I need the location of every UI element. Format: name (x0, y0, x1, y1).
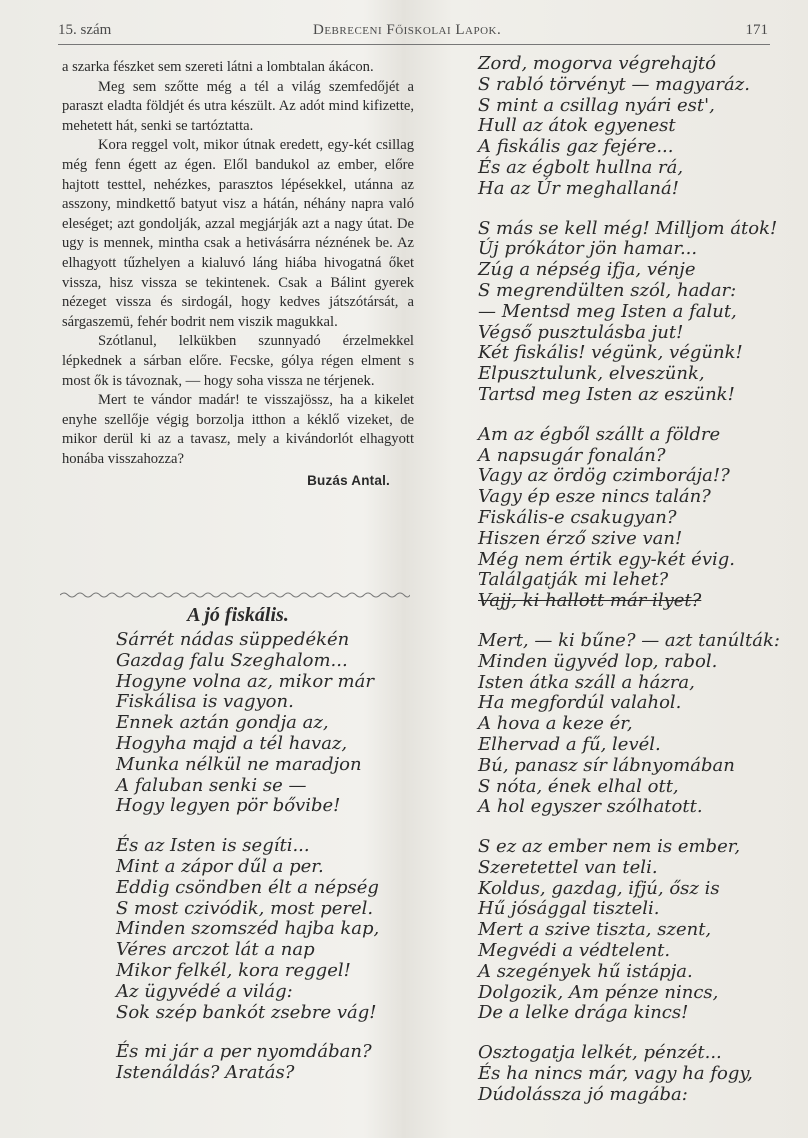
poem-line: Isten átka száll a házra, (478, 671, 695, 693)
section-divider (60, 590, 410, 600)
poem-line: És az Isten is segíti... (116, 835, 310, 857)
poem-line: Minden szomszéd hajba kap, (116, 918, 380, 940)
prose-paragraph: Meg sem szőtte még a tél a világ szemfedőjét a paraszt eladta földjét és utra készült. Az adót mind kifizette, mehetett hát, senki se tartóztatta. (62, 78, 414, 134)
poem-line-struck: Vajj, ki hallott már ilyet? (478, 590, 702, 612)
poem-line: Hiszen érző szive van! (478, 527, 683, 549)
poem-line: És az égbolt hullna rá, (478, 156, 684, 178)
poem-line: Ennek aztán gondja az, (116, 712, 329, 734)
poem-line: S más se kell még! Milljom átok! (478, 217, 778, 239)
poem-line: Zord, mogorva végrehajtó (478, 53, 716, 74)
poem-line: Sok szép bankót zsebre vág! (116, 1001, 377, 1023)
issue-number: 15. szám (58, 22, 112, 38)
poem-title: A jó fiskális. (187, 604, 289, 626)
poem-line: S rabló törvényt — magyaráz. (478, 73, 750, 95)
poem-left-column (116, 630, 416, 1084)
poem-line: Szeretettel van teli. (478, 856, 658, 878)
poem-line: A szegények hű istápja. (478, 960, 693, 982)
poem-line: Sárrét nádas süppedékén (116, 629, 350, 650)
poem-line: Elhervad a fű, levél. (478, 733, 661, 755)
poem-line: Véres arczot lát a nap (116, 939, 315, 961)
prose-paragraph: Mert te vándor madár! te visszajössz, ha a kikelet enyhe szellője végig borzolja itthon a kéklő vizeket, de mikor derül ki az a tavasz, mely a kivándorlót elhagyott honába visszahozza? (62, 392, 414, 467)
poem-line: A hol egyszer szólhatott. (478, 796, 703, 818)
poem-line: Hull az átok egyenest (478, 115, 676, 137)
poem-line: Vagy ép esze nincs talán? (478, 486, 711, 508)
poem-line: Fiskálisa is vagyon. (116, 691, 294, 713)
poem-line: A napsugár fonalán? (478, 444, 666, 466)
poem-line: Új prókátor jön hamar... (478, 238, 698, 260)
poem-line: Két fiskális! végünk, végünk! (478, 342, 743, 364)
poem-line: Vagy az ördög czimborája!? (478, 465, 730, 487)
poem-line: Minden ügyvéd lop, rabol. (478, 650, 718, 672)
poem-line: Mert a szive tiszta, szent, (478, 919, 712, 941)
poem-line: Megvédi a védtelent. (478, 940, 671, 962)
poem-line: S ez az ember nem is ember, (478, 836, 741, 858)
poem-line: Osztogatja lelkét, pénzét... (478, 1042, 722, 1064)
prose-paragraph: Szótlanul, lelkükben szunnyadó érzelmekkel lépkednek a sárban előre. Fecske, gólya régen elment s most ők is távoznak, — hogy soha vissza ne térjenek. (62, 333, 414, 389)
page-header (58, 22, 768, 46)
poem-line: Ha megfordúl valahol. (478, 692, 682, 714)
journal-title: Debreceni Főiskolai Lapok. (313, 22, 502, 38)
poem-line: Tartsd meg Isten az eszünk! (478, 383, 735, 405)
poem-line: Az ügyvédé a világ: (116, 980, 293, 1002)
poem-line: S most czivódik, most perel. (116, 897, 374, 919)
poem-line: A faluban senki se — (116, 774, 307, 796)
poem-line: Eddig csöndben élt a népség (116, 876, 379, 898)
page-number: 171 (745, 22, 768, 38)
prose-column (62, 58, 414, 491)
poem-line: S nóta, ének elhal ott, (478, 775, 679, 797)
poem-right-column (478, 54, 788, 1106)
poem-line: Koldus, gazdag, ifjú, ősz is (478, 877, 720, 899)
poem-line: Am az égből szállt a földre (478, 423, 721, 445)
prose-paragraph: a szarka fészket sem szereti látni a lombtalan ákácon. (62, 59, 374, 75)
poem-line: Istenáldás? Aratás? (116, 1062, 295, 1084)
poem-line: Még nem értik egy-két évig. (478, 548, 736, 570)
poem-line: Mikor felkél, kora reggel! (116, 959, 351, 981)
poem-line: Elpusztulunk, elveszünk, (478, 363, 705, 385)
poem-line: És ha nincs már, vagy ha fogy, (478, 1063, 753, 1085)
poem-line: Dúdolássza jó magába: (478, 1083, 688, 1105)
header-divider (58, 44, 770, 45)
poem-line: Hogy legyen pör bővibe! (116, 795, 341, 817)
poem-line: Hogyha majd a tél havaz, (116, 732, 348, 754)
poem-line: Dolgozik, Am pénze nincs, (478, 981, 719, 1003)
poem-line: Gazdag falu Szeghalom... (116, 649, 348, 671)
poem-line: Fiskális-e csakugyan? (478, 506, 677, 528)
author-signature: Buzás Antal. (307, 473, 390, 489)
prose-paragraph: Kora reggel volt, mikor útnak eredett, egy-két csillag még fenn égett az égen. Elől bandukol az ember, előre hajtott testtel, nehézkes, parasztos lépésekkel, utánna az asszony, mindkettő batyut visz a hátán, néhány napra való eleséget; azt gondolják, azzal megjárják azt a nagy útat. De ugy is mennek, mintha csak a hetivásárra néznének be. Az elhagyott tűzhelyen a kialuvó láng hiába hivogatná őket vissza, hisz vissza se tekintenek. Csak a Bálint gyerek nézeget vissza és sirdogál, hogy kedves játszótársát, a sárgaszemü, fehér bodrit nem viszik magukkal. (62, 137, 414, 330)
poem-line: De a lelke drága kincs! (478, 1002, 689, 1024)
poem-line: Bú, panasz sír lábnyomában (478, 754, 735, 776)
poem-line: Hogyne volna az, mikor már (116, 670, 374, 692)
poem-line: S mint a csillag nyári est', (478, 94, 715, 116)
poem-line: Végső pusztulásba jut! (478, 321, 684, 343)
poem-line: — Mentsd meg Isten a falut, (478, 300, 737, 322)
poem-line: Találgatják mi lehet? (478, 569, 669, 591)
poem-line: Ha az Úr meghallaná! (478, 177, 679, 199)
poem-line: Mint a zápor dűl a per. (116, 855, 324, 877)
poem-line: Zúg a népség ifja, vénje (478, 259, 696, 281)
poem-line: A hova a keze ér, (478, 713, 633, 735)
poem-line: Munka nélkül ne maradjon (116, 753, 362, 775)
poem-line: S megrendülten szól, hadar: (478, 279, 737, 301)
poem-line: És mi jár a per nyomdában? (116, 1041, 372, 1063)
poem-line: A fiskális gaz fejére... (478, 136, 674, 158)
poem-line: Mert, — ki bűne? — azt tanúlták: (478, 629, 780, 651)
poem-line: Hű jósággal tiszteli. (478, 898, 660, 920)
